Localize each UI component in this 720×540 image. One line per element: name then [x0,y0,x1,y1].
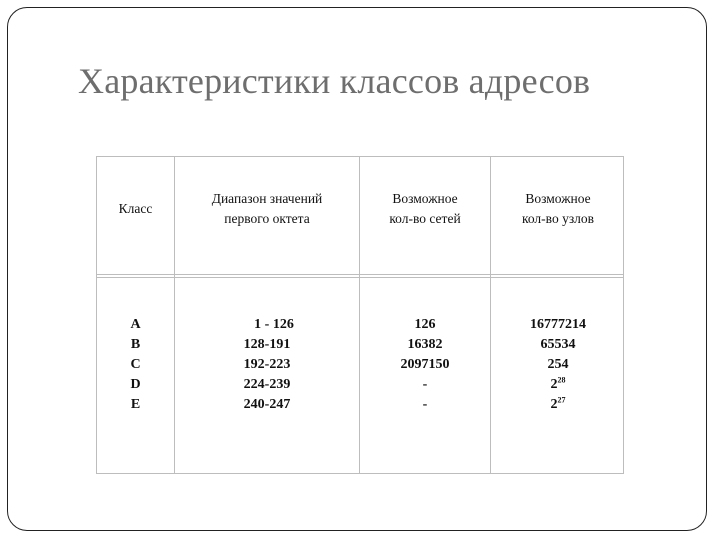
header-divider [97,274,623,275]
header-networks [360,189,490,229]
power-base: 2 [550,397,558,412]
networks-column [360,315,490,415]
range-column [207,315,327,415]
header-class [97,199,174,219]
hosts-cell: 16777214 [530,317,586,332]
range-cell: 192-223 [243,357,291,372]
range-cell: 1 - 126 [254,317,294,332]
header-hosts [491,189,625,229]
power-exponent: 27 [557,395,566,405]
header-range-line2: первого октета [224,211,310,226]
hosts-column [491,315,625,415]
networks-cell: 16382 [407,337,443,352]
address-classes-table [96,156,624,474]
hosts-power-cell [491,395,625,415]
range-cell: 240-247 [243,397,291,412]
header-networks-line2: кол-во сетей [389,211,461,226]
class-cell: B [130,337,141,352]
class-cell: D [130,377,141,392]
header-class-text: Класс [118,201,153,216]
hosts-cell: 65534 [540,337,576,352]
power-exponent: 28 [557,375,566,385]
header-hosts-line1: Возможное [525,191,591,206]
power-base: 2 [550,377,558,392]
header-divider [97,277,623,278]
page-title: Характеристики классов адресов [78,61,591,101]
class-cell: A [130,317,141,332]
class-cell: E [130,397,141,412]
range-cell: 224-239 [243,377,291,392]
header-range [175,189,359,229]
networks-cell: - [422,377,428,392]
header-range-line1: Диапазон значений [211,191,323,206]
class-column [97,315,174,415]
hosts-power-cell [491,375,625,395]
networks-cell: - [422,397,428,412]
networks-cell: 126 [414,317,436,332]
header-hosts-line2: кол-во узлов [521,211,595,226]
header-networks-line1: Возможное [392,191,458,206]
networks-cell: 2097150 [400,357,450,372]
range-cell: 128-191 [243,337,291,352]
class-cell: C [130,357,141,372]
hosts-cell: 254 [547,357,569,372]
